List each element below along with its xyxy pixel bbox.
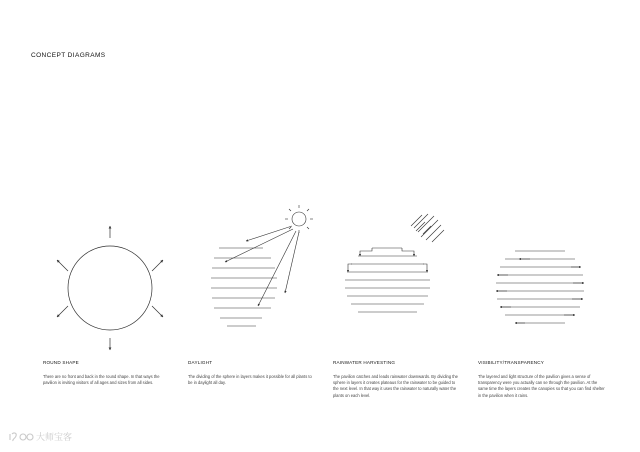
daylight-diagram: [211, 205, 313, 326]
column-visibility: [478, 360, 606, 399]
sun-icon: [285, 205, 313, 233]
watermark: [8, 430, 72, 443]
rainwater-title: RAINWATER HARVESTING: [333, 360, 396, 365]
column-rainwater: [333, 360, 461, 399]
round-shape-diagram: [57, 226, 163, 350]
watermark-text: 大师宝客: [36, 432, 73, 442]
daylight-title: DAYLIGHT: [188, 360, 213, 365]
visibility-title: VISIBILITY/TRANSPARENCY: [478, 360, 545, 365]
daylight-text: The dividing of the sphere in layers makes it possible for all plants to be in daylight all day.: [188, 374, 312, 386]
round-shape-text: There are no front and back in the round shape. In that ways the pavilion is inviting visitors of all ages and sizes from all sides.: [43, 374, 160, 386]
visibility-diagram: [496, 251, 584, 323]
column-daylight: [188, 360, 316, 386]
watermark-logo-icon: [8, 431, 34, 443]
rainwater-diagram: [345, 214, 444, 312]
column-round-shape: [43, 360, 171, 386]
visibility-text: The layered and light structure of the pavilion gives a sense of transparency were you actually can se through the pavilion. At the same time the layers creates the canopies so that you can find shelter in the pavilion when it rains.: [478, 374, 605, 398]
rain-lines: [411, 214, 444, 242]
rainwater-text: The pavilion catches and leads rainwater downwards. By dividing the sphere in layers it creates plateaus for the rainwater to be guided to the next level. In that way it uses the rainwater to naturally water the plants on each level.: [333, 374, 458, 398]
round-shape-circle: [68, 246, 152, 330]
page-title: CONCEPT DIAGRAMS: [31, 52, 106, 59]
round-shape-title: ROUND SHAPE: [43, 360, 79, 365]
